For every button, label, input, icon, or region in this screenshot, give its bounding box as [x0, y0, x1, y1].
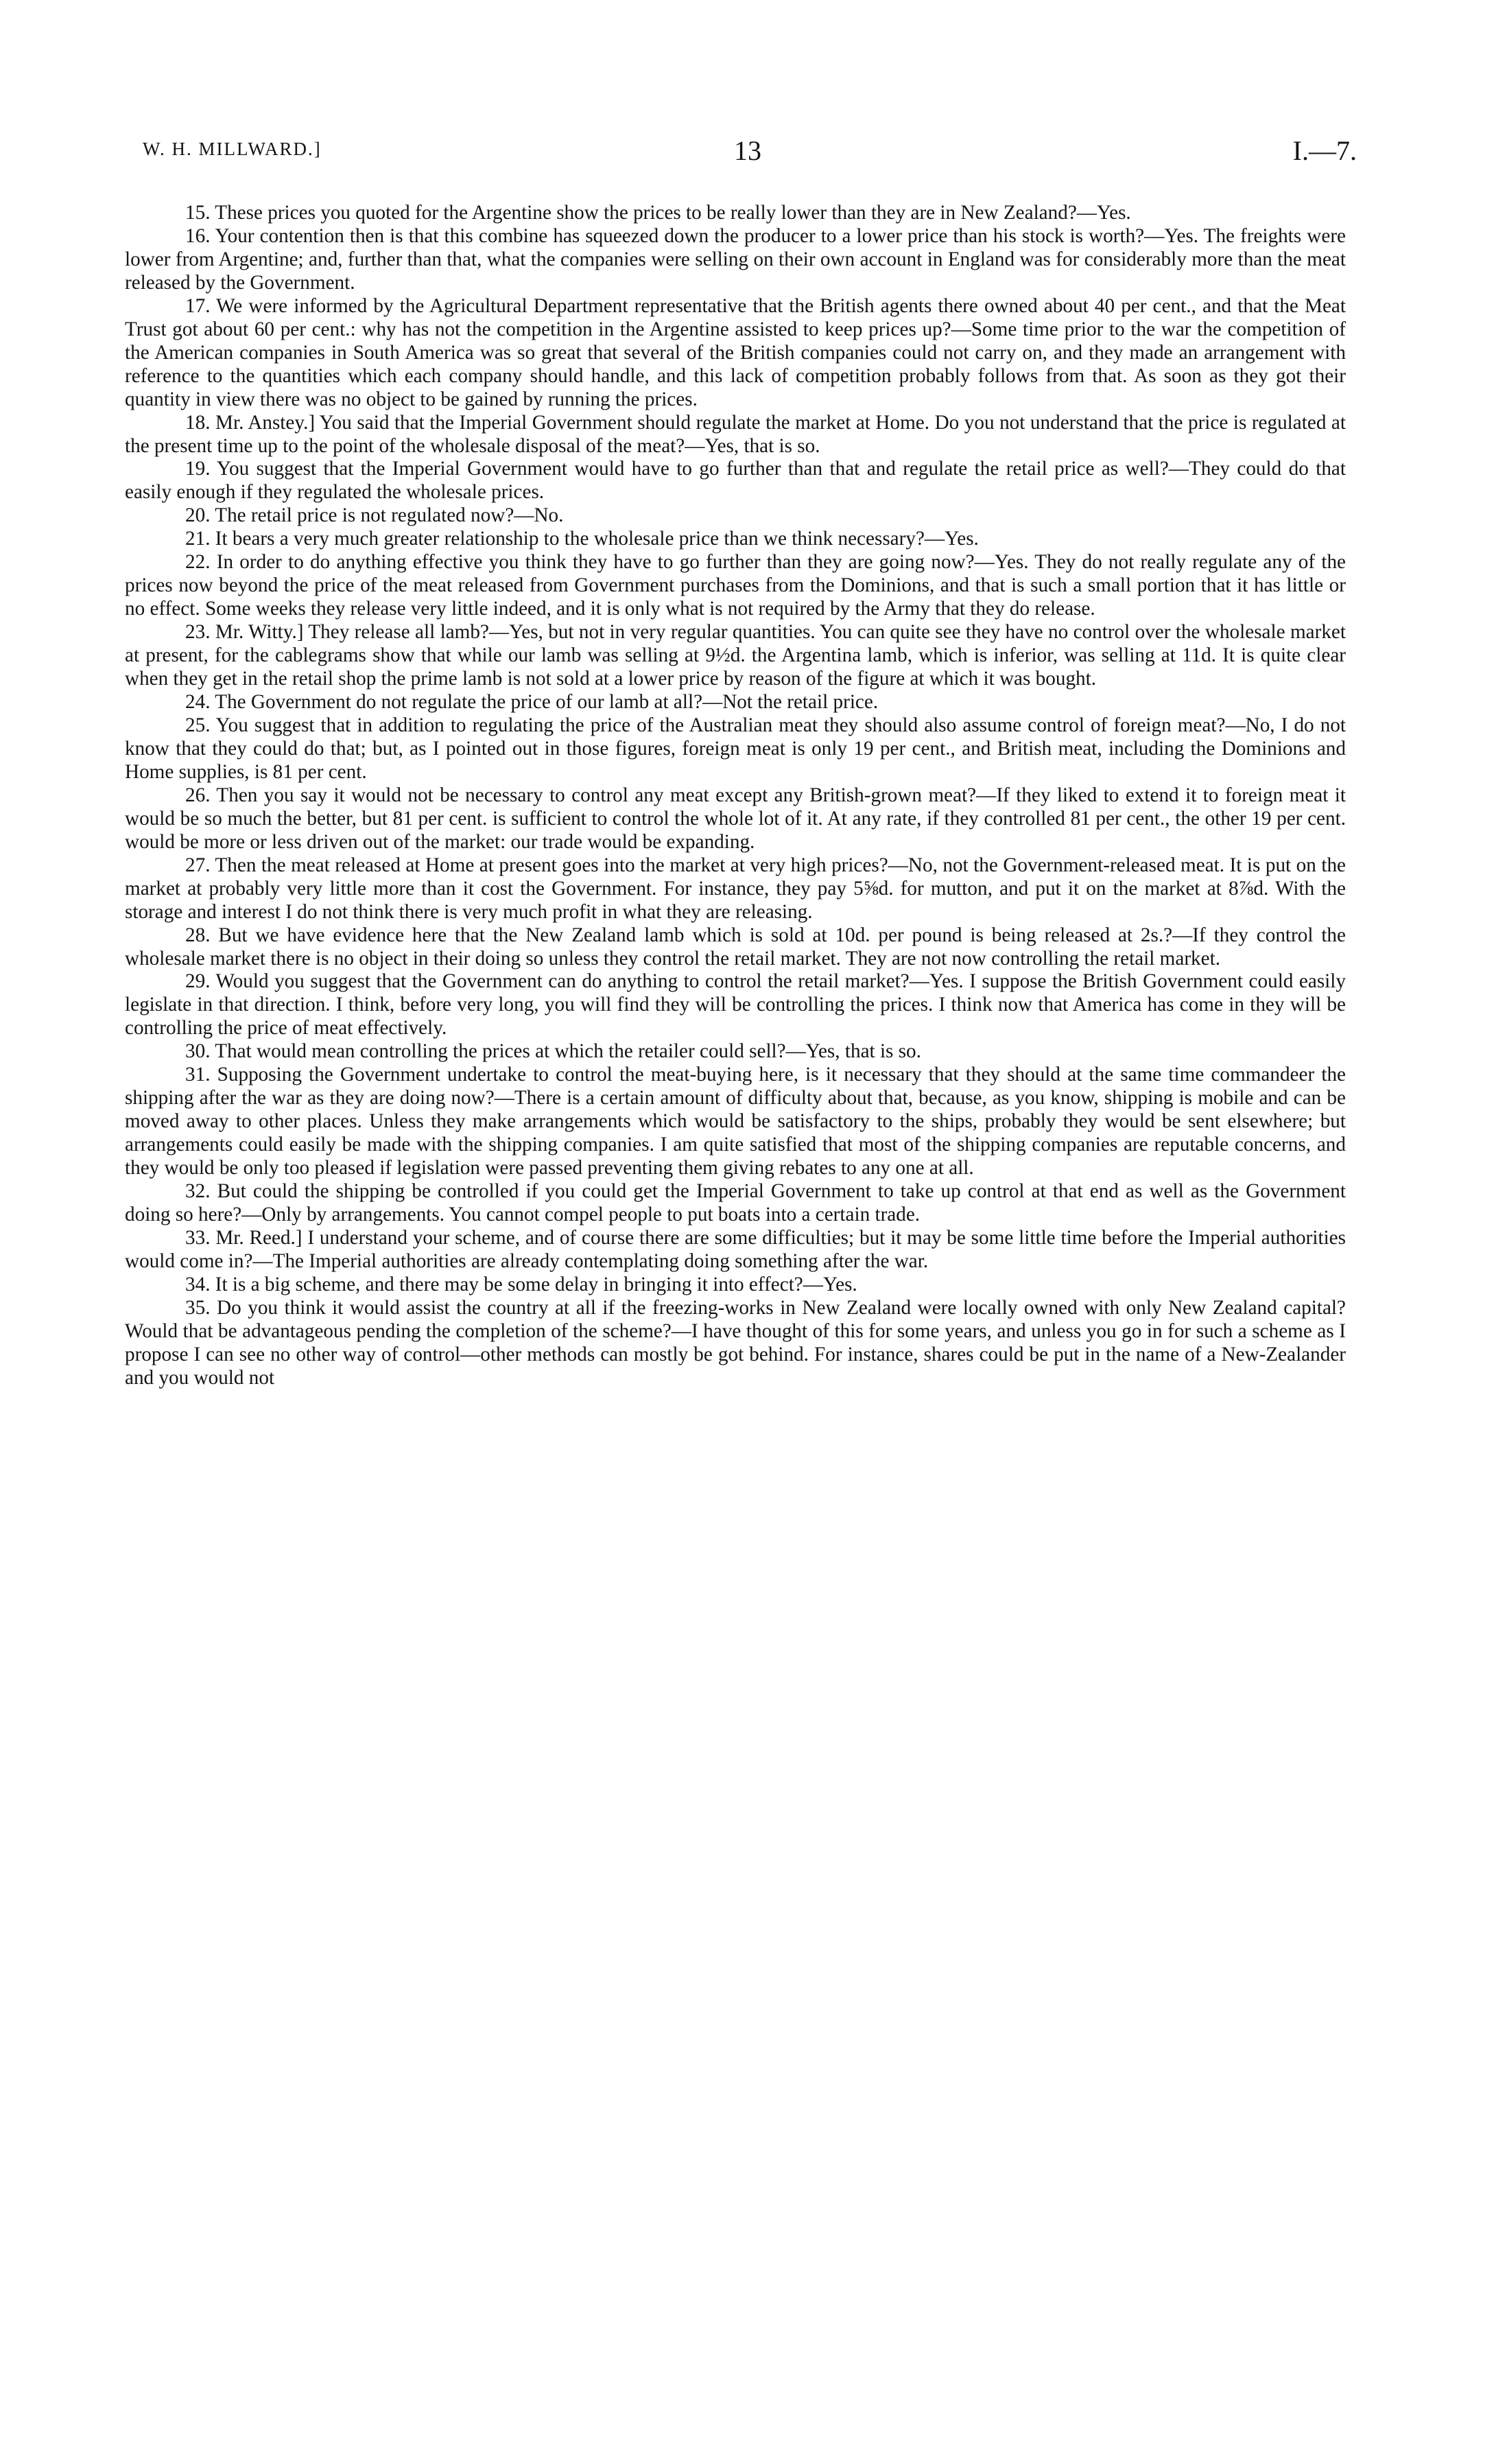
- paragraph-21: 21. It bears a very much greater relationship to the wholesale price than we think necessary?—Yes.: [185, 528, 979, 550]
- page-header: [143, 134, 1357, 176]
- paragraph-34: 34. It is a big scheme, and there may be some delay in bringing it into effect?—Yes.: [185, 1273, 857, 1295]
- paragraph-26: 26. Then you say it would not be necessary to control any meat except any British-grown meat?—If they liked to extend it to foreign meat it would be so much the better, but 81 per cent. is sufficient to control the whole lot of it. At any rate, if they controlled 81 per cent., the other 19 per cent. would be more or less driven out of the market: our trade would be expanding.: [125, 784, 1346, 853]
- paragraph-20: 20. The retail price is not regulated now?—No.: [185, 504, 564, 527]
- paragraph-30: 30. That would mean controlling the prices at which the retailer could sell?—Yes, that is so.: [185, 1040, 921, 1063]
- paragraph-25: 25. You suggest that in addition to regulating the price of the Australian meat they should also assume control of foreign meat?—No, I do not know that they could do that; but, as I pointed out in those figures, foreign meat is only 19 per cent., and British meat, including the Dominions and Home supplies, is 81 per cent.: [125, 714, 1346, 783]
- paragraph-24: 24. The Government do not regulate the price of our lamb at all?—Not the retail price.: [185, 691, 879, 714]
- paragraph-29: 29. Would you suggest that the Government can do anything to control the retail market?—Yes. I suppose the British Government could easily legislate in that direction. I think, before very long, you will find they will be controlling the prices. I think now that America has come in they will be controlling the price of meat effectively.: [125, 970, 1346, 1040]
- paragraph-27: 27. Then the meat released at Home at present goes into the market at very high prices?—No, not the Government-released meat. It is put on the market at probably very little more than it cost the Government. For instance, they pay 5⅝d. for mutton, and put it on the market at 8⅞d. With the storage and interest I do not think there is very much profit in what they are releasing.: [125, 854, 1346, 923]
- evidence-text: [125, 202, 1346, 1390]
- page-number: 13: [734, 135, 761, 166]
- paragraph-28: 28. But we have evidence here that the New Zealand lamb which is sold at 10d. per pound is being released at 2s.?—If they control the wholesale market there is no object in their doing so unless they control the retail market. They are not now controlling the retail market.: [125, 924, 1346, 970]
- paragraph-35: 35. Do you think it would assist the country at all if the freezing-works in New Zealand were locally owned with only New Zealand capital? Would that be advantageous pending the completion of the scheme?—I have thought of this for some years, and unless you go in for such a scheme as I propose I can see no other way of control—other methods can mostly be got behind. For instance, shares could be put in the name of a New-Zealander and you would not: [125, 1296, 1346, 1389]
- paragraph-32: 32. But could the shipping be controlled if you could get the Imperial Government to take up control at that end as well as the Government doing so here?—Only by arrangements. You cannot compel people to put boats into a certain trade.: [125, 1180, 1346, 1225]
- witness-name: W. H. MILLWARD.]: [143, 139, 322, 159]
- paragraph-16: 16. Your contention then is that this combine has squeezed down the producer to a lower price than his stock is worth?—Yes. The freights were lower from Argentine; and, further than that, what the companies were selling on their own account in England was for considerably more than the meat released by the Government.: [125, 224, 1346, 294]
- paragraph-15: 15. These prices you quoted for the Argentine show the prices to be really lower than they are in New Zealand?—Yes.: [185, 202, 1131, 224]
- paragraph-17: 17. We were informed by the Agricultural Department representative that the British agents there owned about 40 per cent., and that the Meat Trust got about 60 per cent.: why has not the competition in the Argentine assisted to keep prices up?—Some time prior to the war the competition of the American companies in South America was so great that several of the British companies could not carry on, and they made an arrangement with reference to the quantities which each company should handle, and this lack of competition probably follows from that. As soon as they got their quantity in view there was no object to be gained by running the prices.: [125, 294, 1346, 410]
- document-reference: I.—7.: [1292, 135, 1357, 166]
- paragraph-18: 18. Mr. Anstey.] You said that the Imperial Government should regulate the market at Home. Do you not understand that the price is regulated at the present time up to the point of the wholesale disposal of the meat?—Yes, that is so.: [125, 411, 1346, 457]
- paragraph-19: 19. You suggest that the Imperial Government would have to go further than that and regulate the retail price as well?—They could do that easily enough if they regulated the wholesale prices.: [125, 458, 1346, 504]
- paragraph-23: 23. Mr. Witty.] They release all lamb?—Yes, but not in very regular quantities. You can quite see they have no control over the wholesale market at present, for the cablegrams show that while our lamb was selling at 9½d. the Argentina lamb, which is inferior, was selling at 11d. It is quite clear when they get in the retail shop the prime lamb is not sold at a lower price by reason of the figure at which it was bought.: [125, 621, 1346, 690]
- paragraph-22: 22. In order to do anything effective you think they have to go further than they are going now?—Yes. They do not really regulate any of the prices now beyond the price of the meat released from Government purchases from the Dominions, and that is such a small portion that it has little or no effect. Some weeks they release very little indeed, and it is only what is not required by the Army that they do release.: [125, 551, 1346, 620]
- paragraph-33: 33. Mr. Reed.] I understand your scheme, and of course there are some difficulties; but it may be some little time before the Imperial authorities would come in?—The Imperial authorities are already contemplating doing something after the war.: [125, 1226, 1346, 1272]
- paragraph-31: 31. Supposing the Government undertake to control the meat-buying here, is it necessary that they should at the same time commandeer the shipping after the war as they are doing now?—There is a certain amount of difficulty about that, because, as you know, shipping is mobile and can be moved away to other places. Unless they make arrangements which would be satisfactory to the ships, probably they would be sent elsewhere; but arrangements could easily be made with the shipping companies. I am quite satisfied that most of the shipping companies are reputable concerns, and they would be only too pleased if legislation were passed preventing them giving rebates to any one at all.: [125, 1064, 1346, 1180]
